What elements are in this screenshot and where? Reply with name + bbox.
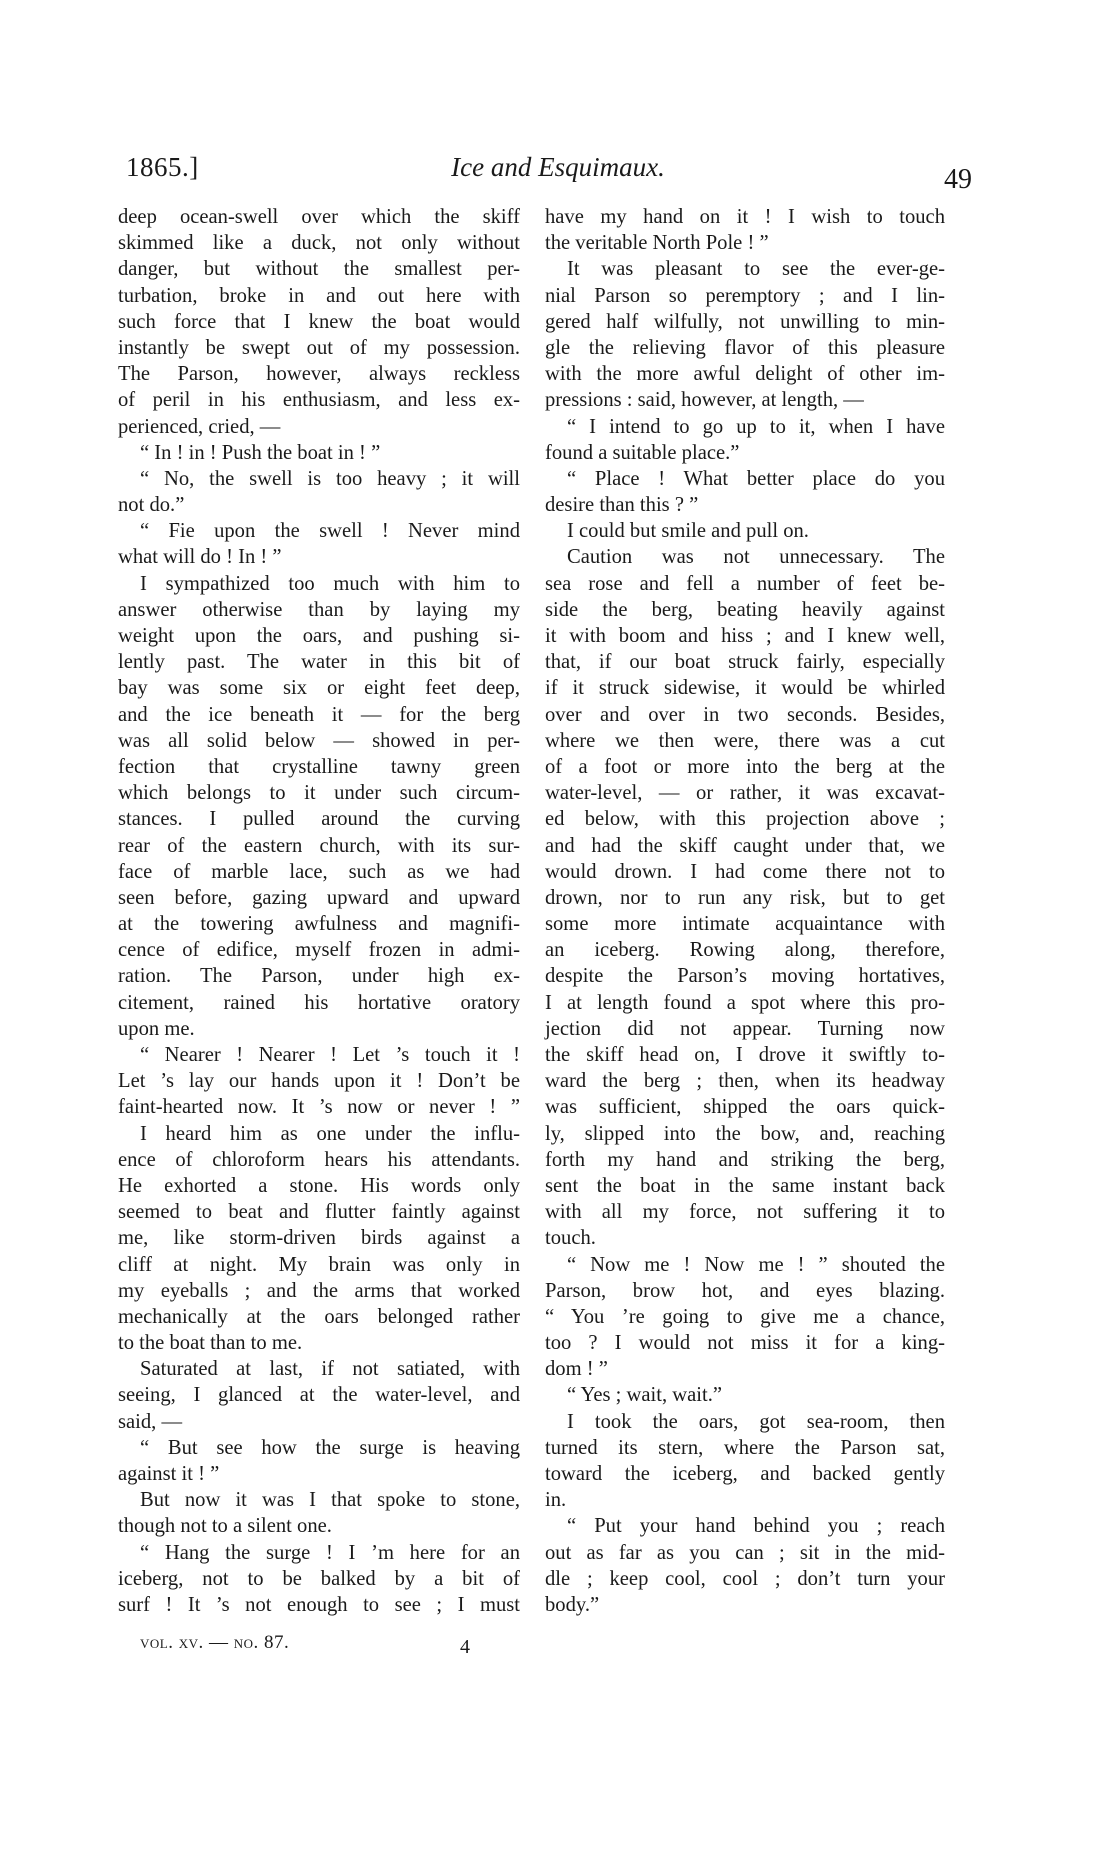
text-line: gle the relieving flavor of this pleasure [545, 336, 945, 359]
text-line: desire than this ? ” [545, 494, 699, 517]
text-line: with all my force, not suffering it to [545, 1201, 945, 1224]
text-line: of a foot or more into the berg at the [545, 755, 945, 778]
text-line: I could but smile and pull on. [567, 520, 809, 543]
running-head-year: 1865.] [126, 152, 199, 182]
text-line: “ Nearer ! Nearer ! Let ’s touch it ! [140, 1044, 520, 1066]
text-line: fection that crystalline tawny green [118, 755, 520, 778]
text-line: cence of edifice, myself frozen in admi- [118, 939, 520, 962]
signature-mark: 4 [460, 1636, 470, 1658]
text-line: “ Fie upon the swell ! Never mind [140, 520, 520, 543]
text-line: to the boat than to me. [118, 1332, 303, 1355]
text-line: “ Now me ! Now me ! ” shouted the [567, 1253, 945, 1276]
text-line: side the berg, beating heavily against [545, 598, 945, 621]
text-line: turbation, broke in and out here with [118, 284, 520, 307]
text-line: upon me. [118, 1017, 195, 1040]
text-line: iceberg, not to be balked by a bit of [118, 1567, 520, 1590]
text-line: and had the skiff caught under that, we [545, 834, 945, 857]
text-line: stances. I pulled around the curving [118, 808, 520, 831]
text-line: bay was some six or eight feet deep, [118, 677, 520, 700]
text-line: He exhorted a stone. His words only [118, 1174, 520, 1197]
text-line: skimmed like a duck, not only without [118, 232, 520, 255]
text-line: faint-hearted now. It ’s now or never ! ” [118, 1096, 520, 1119]
text-line: my eyeballs ; and the arms that worked [118, 1279, 520, 1302]
text-line: despite the Parson’s moving hortatives, [545, 965, 945, 988]
text-line: “ Yes ; wait, wait.” [567, 1384, 723, 1407]
text-line: “ Hang the surge ! I ’m here for an [140, 1541, 520, 1564]
text-line: seen before, gazing upward and upward [118, 886, 520, 909]
text-line: ration. The Parson, under high ex- [118, 965, 520, 988]
text-line: dle ; keep cool, cool ; don’t turn your [545, 1567, 945, 1590]
text-line: cliff at night. My brain was only in [118, 1253, 520, 1276]
text-line: and the ice beneath it — for the berg [118, 703, 520, 726]
text-line: some more intimate acquaintance with [545, 913, 945, 936]
text-line: Saturated at last, if not satiated, with [140, 1358, 520, 1381]
text-line: that, if our boat struck fairly, especially [545, 651, 945, 674]
text-line: instantly be swept out of my possession. [118, 336, 520, 359]
text-line: me, like storm-driven birds against a [118, 1227, 520, 1250]
text-line: I heard him as one under the influ- [140, 1122, 520, 1145]
text-line: gered half wilfully, not unwilling to min- [545, 310, 945, 333]
text-line: “ In ! in ! Push the boat in ! ” [140, 441, 381, 464]
text-line: was sufficient, shipped the oars quick- [545, 1096, 945, 1119]
text-line: face of marble lace, such as we had [118, 860, 520, 883]
text-column-left [118, 204, 520, 1618]
text-line: forth my hand and striking the berg, [545, 1148, 945, 1171]
text-line: “ I intend to go up to it, when I have [567, 415, 945, 438]
text-line: I at length found a spot where this pro- [545, 991, 945, 1014]
text-line: “ But see how the surge is heaving [140, 1436, 520, 1459]
text-line: “ No, the swell is too heavy ; it will [140, 467, 520, 490]
text-line: ward the berg ; then, when its headway [545, 1070, 945, 1093]
text-line: sea rose and fell a number of feet be- [545, 572, 945, 595]
text-line: Caution was not unnecessary. The [567, 546, 945, 569]
running-head-title: Ice and Esquimaux. [451, 152, 665, 182]
text-line: would drown. I had come there not to [545, 860, 945, 883]
text-line: perienced, cried, — [118, 415, 281, 438]
text-column-right [545, 204, 945, 1618]
text-line: citement, rained his hortative oratory [118, 991, 520, 1014]
text-line: over and over in two seconds. Besides, [545, 703, 945, 726]
text-line: weight upon the oars, and pushing si- [118, 625, 520, 647]
text-line: said, — [118, 1410, 183, 1433]
text-line: at the towering awfulness and magnifi- [118, 913, 520, 936]
text-line: in. [545, 1489, 567, 1512]
text-line: answer otherwise than by laying my [118, 598, 520, 621]
text-line: ed below, with this projection above ; [545, 808, 945, 831]
text-line: what will do ! In ! ” [118, 546, 282, 569]
text-line: I took the oars, got sea-room, then [567, 1410, 945, 1433]
text-line: with the more awful delight of other im- [545, 363, 945, 386]
text-line: the veritable North Pole ! ” [545, 232, 769, 255]
text-line: mechanically at the oars belonged rather [118, 1305, 520, 1328]
text-line: too ? I would not miss it for a king- [545, 1332, 945, 1355]
text-line: surf ! It ’s not enough to see ; I must [118, 1593, 520, 1616]
text-line: which belongs to it under such circum- [118, 782, 520, 805]
text-line: nial Parson so peremptory ; and I lin- [545, 284, 945, 307]
text-line: lently past. The water in this bit of [118, 651, 520, 674]
text-line: The Parson, however, always reckless [118, 363, 520, 386]
text-line: Let ’s lay our hands upon it ! Don’t be [118, 1070, 520, 1093]
page-footer [0, 1630, 1096, 1670]
text-line: toward the iceberg, and backed gently [545, 1463, 945, 1485]
text-line: drown, nor to run any risk, but to get [545, 886, 945, 909]
text-line: turned its stern, where the Parson sat, [545, 1436, 945, 1459]
text-line: water-level, — or rather, it was excavat- [545, 782, 945, 805]
volume-number: vol. xv. — no. 87. [140, 1632, 290, 1653]
running-head [0, 150, 1096, 200]
text-line: if it struck sidewise, it would be whirled [545, 677, 945, 700]
text-line: touch. [545, 1227, 596, 1250]
text-line: sent the boat in the same instant back [545, 1174, 945, 1197]
text-line: Parson, brow hot, and eyes blazing. [545, 1279, 945, 1302]
text-line: “ Put your hand behind you ; reach [567, 1515, 945, 1538]
text-line: seeing, I glanced at the water-level, and [118, 1384, 520, 1407]
page-number: 49 [944, 164, 972, 195]
text-line: the skiff head on, I drove it swiftly to- [545, 1044, 945, 1066]
text-line: was all solid below — showed in per- [118, 729, 520, 752]
text-line: pressions : said, however, at length, — [545, 389, 864, 412]
text-line: danger, but without the smallest per- [118, 258, 520, 281]
text-line: such force that I knew the boat would [118, 310, 520, 333]
text-line: where we then were, there was a cut [545, 729, 945, 752]
text-line: of peril in his enthusiasm, and less ex- [118, 389, 520, 412]
text-line: rear of the eastern church, with its sur- [118, 834, 520, 857]
text-line: jection did not appear. Turning now [545, 1017, 945, 1040]
text-line: have my hand on it ! I wish to touch [545, 206, 945, 228]
text-line: seemed to beat and flutter faintly against [118, 1201, 520, 1224]
text-line: ly, slipped into the bow, and, reaching [545, 1122, 945, 1145]
text-line: “ Place ! What better place do you [567, 467, 945, 490]
text-line: against it ! ” [118, 1463, 220, 1485]
text-line: though not to a silent one. [118, 1515, 332, 1538]
text-line: not do.” [118, 494, 185, 517]
text-line: I sympathized too much with him to [140, 572, 520, 595]
text-line: But now it was I that spoke to stone, [140, 1489, 520, 1512]
text-line: dom ! ” [545, 1358, 608, 1381]
text-line: It was pleasant to see the ever-ge- [567, 258, 945, 281]
text-line: out as far as you can ; sit in the mid- [545, 1541, 945, 1564]
text-line: body.” [545, 1593, 600, 1616]
text-line: “ You ’re going to give me a chance, [545, 1305, 945, 1328]
text-line: deep ocean-swell over which the skiff [118, 206, 520, 228]
text-line: it with boom and hiss ; and I knew well, [545, 625, 945, 647]
text-line: ence of chloroform hears his attendants. [118, 1148, 520, 1171]
text-line: an iceberg. Rowing along, therefore, [545, 939, 945, 962]
text-line: found a suitable place.” [545, 441, 740, 464]
